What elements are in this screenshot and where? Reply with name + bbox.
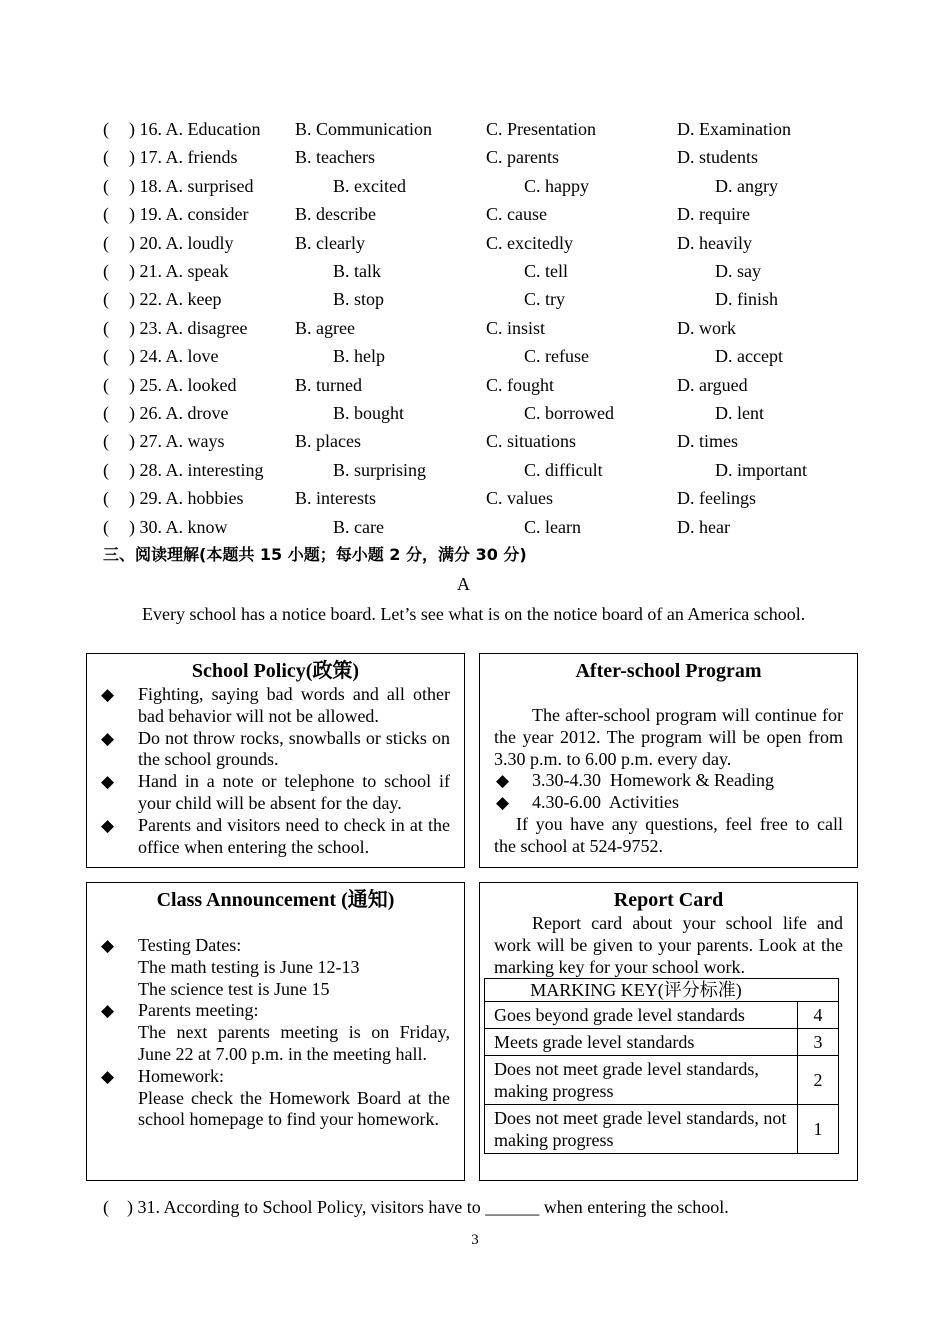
option-a: ) 23. A. disagree — [129, 317, 248, 338]
after-school-closing: If you have any questions, feel free to call the school at 524-9752. — [494, 813, 843, 856]
class-announcement-title: Class Announcement (通知) — [156, 889, 395, 911]
answer-blank[interactable]: ( — [103, 261, 109, 281]
answer-blank[interactable]: ( — [103, 516, 109, 537]
answer-blank[interactable]: ( — [103, 459, 109, 480]
answer-blank[interactable]: ( — [103, 317, 109, 338]
answer-blank[interactable]: ( — [103, 374, 109, 395]
option-a: ) 28. A. interesting — [129, 459, 264, 480]
option-d: D. require — [677, 204, 750, 225]
option-d: D. feelings — [677, 488, 756, 509]
question-text: 31. According to School Policy, visitors have to ______ when entering the school. — [137, 1197, 729, 1217]
meeting-text: The next parents meeting is on Friday, June 22 at 7.00 p.m. in the meeting hall. — [138, 1022, 450, 1064]
option-a: ) 25. A. looked — [129, 374, 237, 395]
passage-intro: Every school has a notice board. Let’s see what is on the notice board of an America school. — [142, 604, 806, 624]
bullet-diamond-icon: ◆ — [101, 936, 115, 955]
school-policy-box — [86, 653, 465, 868]
math-test-date: The math testing is June 12-13 — [138, 956, 360, 977]
option-d: D. work — [677, 317, 736, 338]
option-d: D. important — [715, 459, 807, 480]
bullet-diamond-icon: ◆ — [101, 772, 115, 792]
answer-blank[interactable]: ( — [103, 403, 109, 423]
after-school-title: After-school Program — [575, 660, 762, 682]
marking-key-table — [484, 978, 839, 1154]
option-d: D. lent — [715, 403, 764, 423]
option-c: C. insist — [486, 317, 546, 338]
after-school-paragraph: The after-school program will continue for the year 2012. The program will be open from 3.30 p.m. to 6.00 p.m. every day. — [494, 705, 843, 769]
question-row — [0, 456, 950, 484]
option-b: B. turned — [295, 374, 362, 395]
option-c: C. try — [524, 289, 566, 310]
option-b: B. teachers — [295, 147, 375, 168]
table-row: Does not meet grade level standards, making progress 2 — [485, 1056, 839, 1105]
option-a: ) 30. A. know — [129, 516, 228, 537]
question-row — [0, 371, 950, 399]
announcement-item — [87, 1066, 450, 1131]
option-c: C. refuse — [524, 346, 589, 367]
question-row — [0, 484, 950, 512]
option-a: ) 19. A. consider — [129, 204, 249, 225]
option-c: C. tell — [524, 261, 568, 281]
bullet-diamond-icon: ◆ — [101, 728, 115, 748]
meeting-label: Parents meeting: — [138, 1000, 259, 1021]
option-b: B. Communication — [295, 119, 432, 139]
question-row — [0, 229, 950, 257]
table-row: Does not meet grade level standards, not making progress 1 — [485, 1105, 839, 1154]
option-c: C. happy — [524, 175, 589, 196]
option-d: D. finish — [715, 289, 778, 310]
answer-blank[interactable]: ( — [103, 488, 109, 509]
after-school-box — [479, 653, 858, 868]
policy-item: ◆ Hand in a note or telephone to school if your child will be absent for the day. — [101, 771, 450, 813]
class-announcement-box — [86, 882, 465, 1181]
option-a: ) 16. A. Education — [129, 119, 261, 139]
option-b: B. interests — [295, 488, 376, 509]
bullet-diamond-icon: ◆ — [101, 815, 115, 835]
question-row — [0, 115, 950, 143]
schedule-item: ◆ 4.30-6.00 Activities — [496, 792, 679, 813]
option-b: B. bought — [333, 403, 405, 423]
marking-key-header: MARKING KEY(评分标准) — [485, 979, 839, 1002]
option-a: ) 22. A. keep — [129, 289, 222, 310]
policy-item: ◆ Fighting, saying bad words and all other bad behavior will not be allowed. — [101, 684, 450, 726]
option-a: ) 20. A. loudly — [129, 232, 234, 253]
question-row — [0, 314, 950, 342]
option-d: D. accept — [715, 346, 783, 367]
option-a: ) 26. A. drove — [129, 403, 229, 423]
option-b: B. excited — [333, 175, 406, 196]
schedule-item: ◆ 3.30-4.30 Homework & Reading — [496, 770, 774, 791]
option-c: C. values — [486, 488, 553, 509]
question-row — [0, 172, 950, 200]
question-row — [0, 342, 950, 370]
option-c: C. excitedly — [486, 232, 573, 253]
option-d: D. hear — [677, 516, 730, 537]
option-d: D. times — [677, 431, 738, 452]
answer-blank[interactable]: ( — [103, 431, 109, 452]
answer-blank[interactable]: ( — [103, 346, 109, 367]
option-d: D. argued — [677, 374, 748, 395]
answer-blank[interactable]: ( — [103, 232, 109, 253]
option-c: C. fought — [486, 374, 555, 395]
option-c: C. difficult — [524, 459, 603, 480]
question-row — [0, 257, 950, 285]
report-card-box — [479, 882, 858, 1181]
option-a: ) 21. A. speak — [129, 261, 229, 281]
testing-label: Testing Dates: — [138, 935, 242, 955]
question-row — [0, 399, 950, 427]
passage-label: A — [457, 574, 470, 594]
question-row — [0, 200, 950, 228]
option-b: B. help — [333, 346, 385, 367]
option-a: ) 24. A. love — [129, 346, 219, 367]
answer-blank[interactable]: ( — [103, 204, 109, 225]
option-c: C. parents — [486, 147, 559, 168]
option-b: B. agree — [295, 317, 355, 338]
policy-item: ◆ Do not throw rocks, snowballs or sticks on the school grounds. — [101, 727, 450, 770]
bullet-diamond-icon: ◆ — [101, 1001, 115, 1021]
question-row — [0, 427, 950, 455]
section-heading: 三、阅读理解(本题共 15 小题；每小题 2 分，满分 30 分) — [103, 545, 527, 564]
report-card-title: Report Card — [613, 889, 724, 911]
option-c: C. cause — [486, 204, 547, 225]
announcement-item — [87, 935, 450, 1000]
homework-label: Homework: — [138, 1065, 224, 1086]
option-c: C. borrowed — [524, 403, 614, 423]
question-row — [0, 143, 950, 171]
report-card-paragraph: Report card about your school life and work will be given to your parents. Look at the marking key for your school work. — [494, 913, 843, 977]
option-a: ) 29. A. hobbies — [129, 488, 244, 509]
policy-item: ◆ Parents and visitors need to check in at the office when entering the school. — [101, 814, 450, 857]
bullet-diamond-icon: ◆ — [496, 793, 510, 813]
option-d: D. heavily — [677, 232, 752, 253]
school-policy-title: School Policy(政策) — [191, 660, 360, 682]
table-row: Goes beyond grade level standards 4 — [485, 1002, 839, 1029]
option-d: D. say — [715, 261, 761, 281]
question-row — [0, 285, 950, 313]
option-b: B. surprising — [333, 459, 427, 480]
table-row: Meets grade level standards 3 — [485, 1029, 839, 1056]
question-31 — [103, 1195, 729, 1219]
option-d: D. angry — [715, 175, 778, 196]
question-row — [0, 513, 950, 541]
option-a: ) 17. A. friends — [129, 147, 238, 168]
answer-blank[interactable]: ( — [103, 175, 109, 196]
answer-blank[interactable]: ( — [103, 147, 109, 168]
page-number: 3 — [471, 1232, 479, 1248]
option-a: ) 18. A. surprised — [129, 175, 254, 196]
option-d: D. students — [677, 147, 758, 168]
option-c: C. situations — [486, 431, 577, 452]
option-a: ) 27. A. ways — [129, 431, 225, 452]
option-b: B. talk — [333, 261, 381, 281]
homework-text: Please check the Homework Board at the school homepage to find your homework. — [138, 1087, 450, 1130]
answer-blank[interactable]: ( ) — [103, 1197, 133, 1217]
science-test-date: The science test is June 15 — [138, 978, 330, 999]
option-c: C. learn — [524, 516, 581, 537]
bullet-diamond-icon: ◆ — [496, 771, 510, 791]
option-b: B. care — [333, 516, 384, 537]
answer-blank[interactable]: ( — [103, 119, 109, 139]
announcement-item — [87, 1000, 450, 1065]
option-b: B. places — [295, 431, 361, 452]
bullet-diamond-icon: ◆ — [101, 1066, 115, 1086]
option-c: C. Presentation — [486, 119, 596, 139]
answer-blank[interactable]: ( — [103, 289, 109, 310]
option-b: B. stop — [333, 289, 385, 310]
option-d: D. Examination — [677, 119, 791, 139]
bullet-diamond-icon: ◆ — [101, 685, 115, 704]
option-b: B. clearly — [295, 232, 365, 253]
option-b: B. describe — [295, 204, 376, 225]
